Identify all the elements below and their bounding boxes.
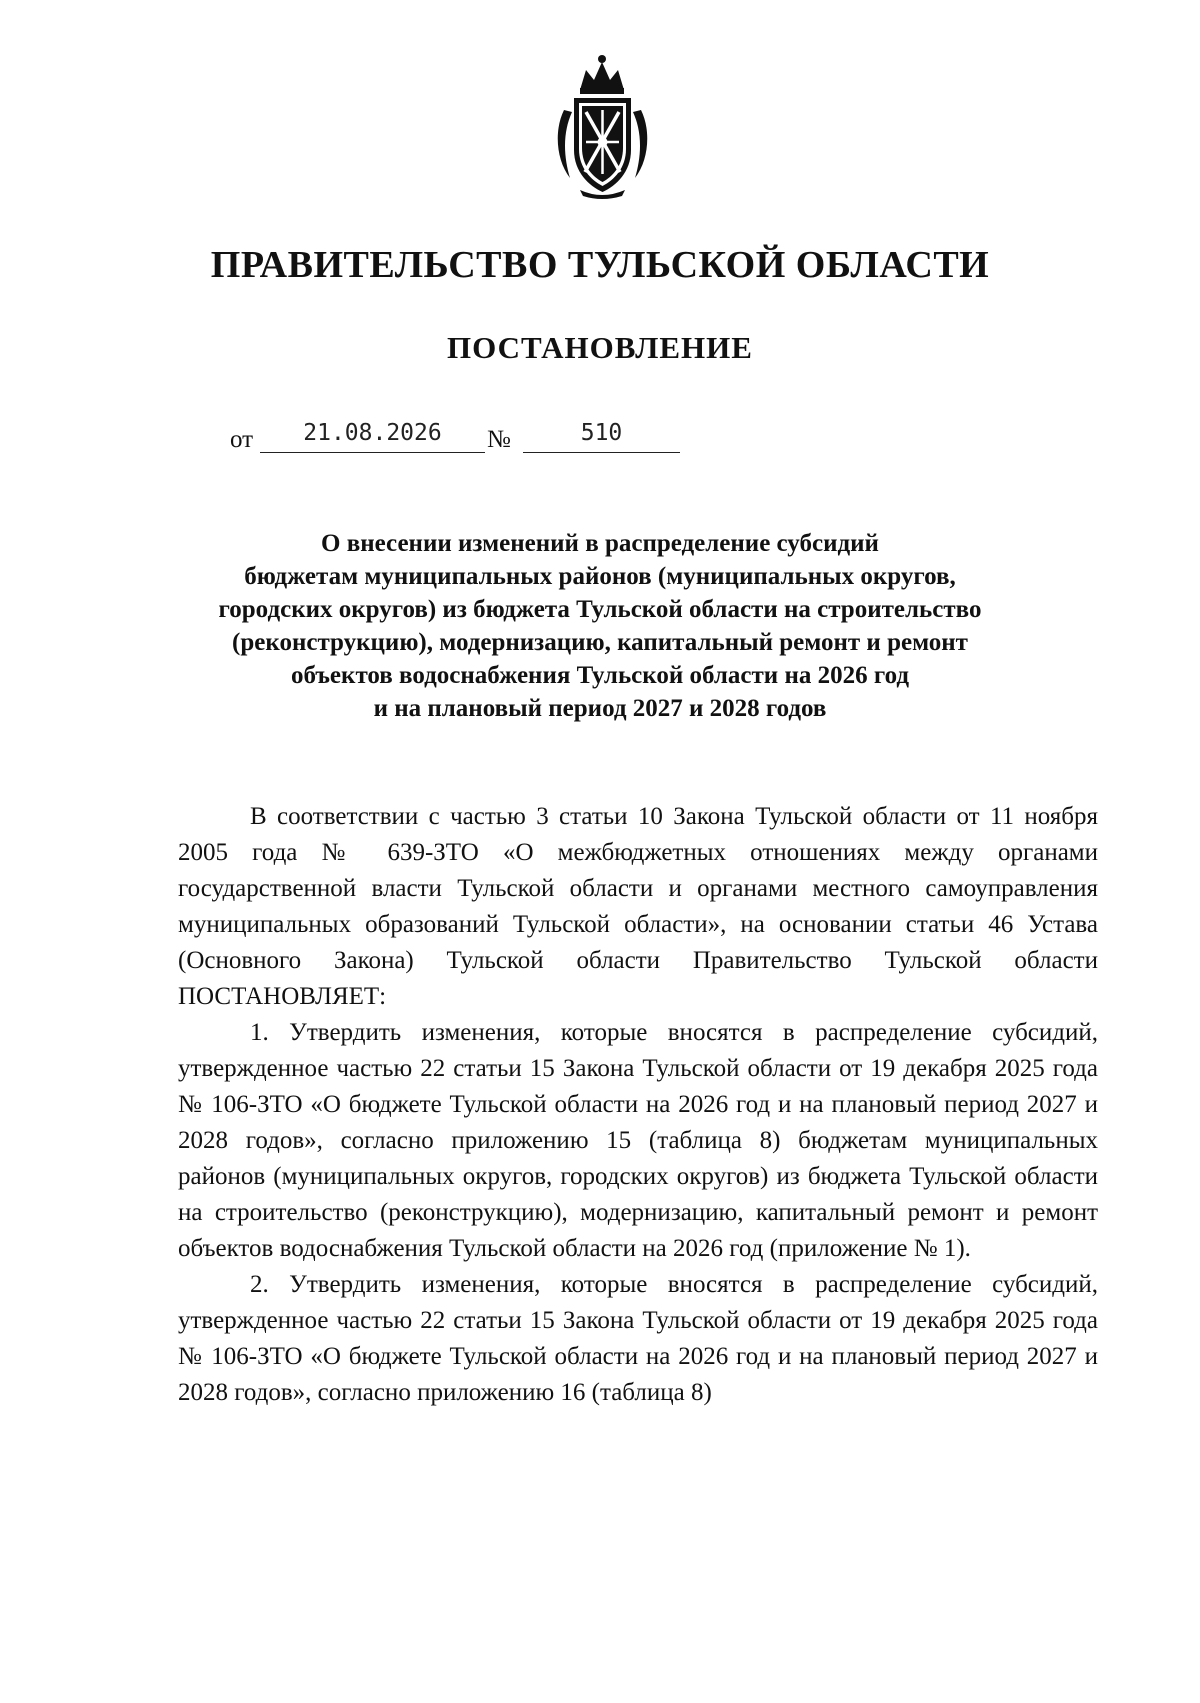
document-body (178, 799, 1098, 1411)
subject-line: (реконструкцию), модернизацию, капитальный ремонт и ремонт (232, 629, 968, 656)
subject-line: городских округов) из бюджета Тульской области на строительство (218, 596, 982, 623)
subject-line: О внесении изменений в распределение субсидий (321, 530, 879, 557)
preamble-paragraph: В соответствии с частью 3 статьи 10 Закона Тульской области от 11 ноября 2005 года № 639-ЗТО «О межбюджетных отношениях между органами государственной власти Тульской области и органами местного самоуправления муниципальных образований Тульской области», на основании статьи 46 Устава (Основного Закона) Тульской области Правительство Тульской области ПОСТАНОВЛЯЕТ: (178, 803, 1098, 1010)
clause-1-paragraph: 1. Утвердить изменения, которые вносятся в распределение субсидий, утвержденное частью 22 статьи 15 Закона Тульской области от 19 декабря 2025 года № 106-ЗТО «О бюджете Тульской области на 2026 год и на плановый период 2027 и 2028 годов», согласно приложению 15 (таблица 8) бюджетам муниципальных районов (муниципальных округов, городских округов) из бюджета Тульской области на строительство (реконструкцию), модернизацию, капитальный ремонт и ремонт объектов водоснабжения Тульской области на 2026 год (приложение № 1). (178, 1019, 1098, 1262)
subject-line: и на плановый период 2027 и 2028 годов (373, 695, 827, 722)
authority-title: ПРАВИТЕЛЬСТВО ТУЛЬСКОЙ ОБЛАСТИ (210, 244, 990, 286)
number-value: 510 (523, 418, 680, 453)
document-subject (150, 527, 1050, 725)
clause-2-paragraph: 2. Утвердить изменения, которые вносятся в распределение субсидий, утвержденное частью 22 статьи 15 Закона Тульской области от 19 декабря 2025 года № 106-ЗТО «О бюджете Тульской области на 2026 год и на плановый период 2027 и 2028 годов», согласно приложению 16 (таблица 8) (178, 1271, 1098, 1406)
registration-line (230, 418, 700, 458)
date-label: от (230, 426, 254, 453)
subject-line: бюджетам муниципальных районов (муниципальных округов, (244, 563, 956, 590)
document-type: ПОСТАНОВЛЕНИЕ (447, 330, 753, 365)
subject-line: объектов водоснабжения Тульской области на 2026 год (290, 662, 910, 689)
date-value: 21.08.2026 (260, 418, 485, 453)
number-label: № (487, 426, 511, 453)
tula-coat-of-arms-icon (550, 50, 655, 200)
